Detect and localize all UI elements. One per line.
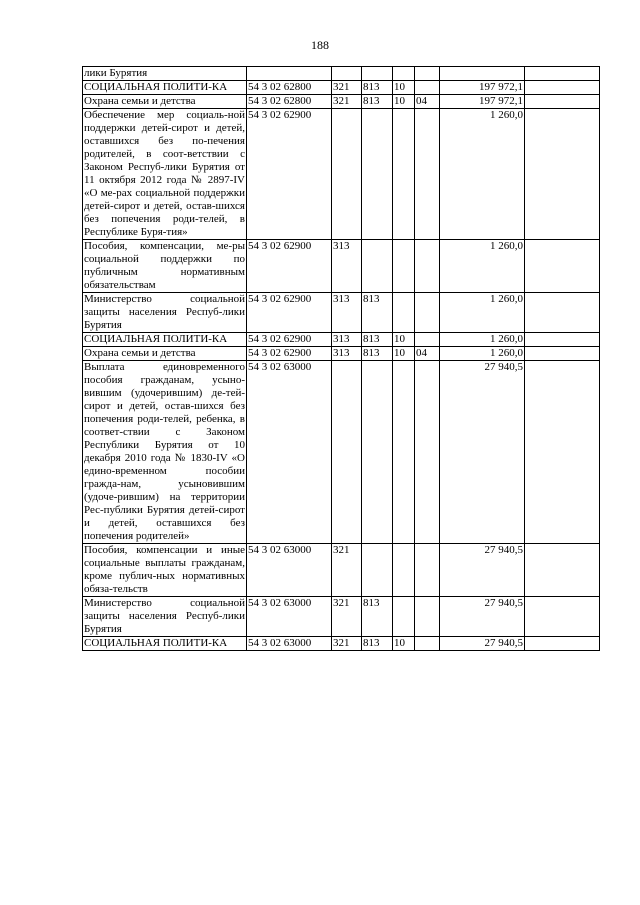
extra-cell <box>525 361 600 544</box>
grbs-cell: 813 <box>362 637 393 651</box>
extra-cell <box>525 109 600 240</box>
section-cell: 10 <box>393 347 415 361</box>
expense-type-cell: 321 <box>332 637 362 651</box>
target-code-cell: 54 3 02 63000 <box>247 544 332 597</box>
expense-type-cell: 321 <box>332 81 362 95</box>
extra-cell <box>525 95 600 109</box>
extra-cell <box>525 240 600 293</box>
subsection-cell <box>415 597 440 637</box>
target-code-cell: 54 3 02 62800 <box>247 81 332 95</box>
target-code-cell: 54 3 02 62800 <box>247 95 332 109</box>
table-row <box>83 109 600 240</box>
amount-cell: 27 940,5 <box>440 544 525 597</box>
subsection-cell <box>415 637 440 651</box>
section-cell: 10 <box>393 81 415 95</box>
grbs-cell <box>362 67 393 81</box>
extra-cell <box>525 333 600 347</box>
table-row <box>83 544 600 597</box>
row-name-cell: СОЦИАЛЬНАЯ ПОЛИТИ-КА <box>83 333 247 347</box>
subsection-cell <box>415 109 440 240</box>
amount-cell: 197 972,1 <box>440 95 525 109</box>
subsection-cell <box>415 361 440 544</box>
expense-type-cell: 321 <box>332 597 362 637</box>
row-name-cell: СОЦИАЛЬНАЯ ПОЛИТИ-КА <box>83 81 247 95</box>
grbs-cell <box>362 544 393 597</box>
expense-type-cell: 313 <box>332 333 362 347</box>
amount-cell: 1 260,0 <box>440 293 525 333</box>
amount-cell: 197 972,1 <box>440 81 525 95</box>
section-cell: 10 <box>393 637 415 651</box>
section-cell: 10 <box>393 333 415 347</box>
table-row <box>83 597 600 637</box>
table-row <box>83 293 600 333</box>
expense-type-cell <box>332 67 362 81</box>
extra-cell <box>525 637 600 651</box>
amount-cell <box>440 67 525 81</box>
section-cell: 10 <box>393 95 415 109</box>
row-name-cell: Пособия, компенсации и иные социальные выплаты гражданам, кроме публич-ных нормативных обяза-тельств <box>84 544 245 595</box>
row-name-cell: Министерство социальной защиты населения Респуб-лики Бурятия <box>84 293 245 331</box>
table-row <box>83 81 600 95</box>
section-cell <box>393 361 415 544</box>
grbs-cell: 813 <box>362 333 393 347</box>
subsection-cell <box>415 544 440 597</box>
extra-cell <box>525 293 600 333</box>
target-code-cell <box>247 67 332 81</box>
table-row <box>83 637 600 651</box>
table-row <box>83 333 600 347</box>
target-code-cell: 54 3 02 62900 <box>247 109 332 240</box>
expense-type-cell: 313 <box>332 293 362 333</box>
grbs-cell <box>362 240 393 293</box>
amount-cell: 1 260,0 <box>440 109 525 240</box>
target-code-cell: 54 3 02 62900 <box>247 293 332 333</box>
section-cell <box>393 109 415 240</box>
target-code-cell: 54 3 02 63000 <box>247 361 332 544</box>
row-name-cell: Выплата единовременного пособия гражданам, усыно-вившим (удочерившим) де-тей-сирот и детей, остав-шихся без попечения роди-телей, ребенка, в соответ-ствии с Законом Республики Бурятия от 10 декабря 2010 года № 1830-IV «О едино-временном пособии гражда-нам, усыновившим (удоче-рившим) на территории Рес-публики Бурятия детей-сирот и детей, оставшихся без попечения родителей» <box>84 361 245 542</box>
expense-type-cell <box>332 109 362 240</box>
grbs-cell: 813 <box>362 597 393 637</box>
table-row <box>83 347 600 361</box>
row-name-cell: Охрана семьи и детства <box>83 95 247 109</box>
extra-cell <box>525 81 600 95</box>
grbs-cell <box>362 361 393 544</box>
extra-cell <box>525 347 600 361</box>
row-name-cell: Министерство социальной защиты населения Респуб-лики Бурятия <box>84 597 245 635</box>
grbs-cell: 813 <box>362 95 393 109</box>
amount-cell: 27 940,5 <box>440 361 525 544</box>
table-row <box>83 95 600 109</box>
table-row <box>83 240 600 293</box>
grbs-cell: 813 <box>362 347 393 361</box>
target-code-cell: 54 3 02 63000 <box>247 597 332 637</box>
subsection-cell <box>415 333 440 347</box>
section-cell <box>393 293 415 333</box>
table-row <box>83 361 600 544</box>
row-name-cell: Пособия, компенсации, ме-ры социальной поддержки по публичным нормативным обязательствам <box>84 240 245 291</box>
subsection-cell <box>415 67 440 81</box>
extra-cell <box>525 597 600 637</box>
extra-cell <box>525 544 600 597</box>
page-number: 188 <box>311 38 329 52</box>
expense-type-cell: 321 <box>332 95 362 109</box>
subsection-cell <box>415 293 440 333</box>
row-name-cell: Обеспечение мер социаль-ной поддержки детей-сирот и детей, оставшихся без по-печения родителей, в соот-ветствии с Законом Респуб-лики Бурятия от 11 октября 2012 года № 2897-IV «О ме-рах социальной поддержки детей-сирот и детей, остав-шихся без попечения роди-телей, в Республике Буря-тия» <box>84 109 245 238</box>
amount-cell: 27 940,5 <box>440 597 525 637</box>
section-cell <box>393 544 415 597</box>
grbs-cell: 813 <box>362 293 393 333</box>
extra-cell <box>525 67 600 81</box>
section-cell <box>393 67 415 81</box>
target-code-cell: 54 3 02 63000 <box>247 637 332 651</box>
subsection-cell: 04 <box>415 95 440 109</box>
budget-table <box>82 66 600 651</box>
expense-type-cell: 313 <box>332 240 362 293</box>
row-name-cell: Охрана семьи и детства <box>83 347 247 361</box>
expense-type-cell: 321 <box>332 544 362 597</box>
target-code-cell: 54 3 02 62900 <box>247 347 332 361</box>
amount-cell: 27 940,5 <box>440 637 525 651</box>
grbs-cell <box>362 109 393 240</box>
subsection-cell: 04 <box>415 347 440 361</box>
grbs-cell: 813 <box>362 81 393 95</box>
target-code-cell: 54 3 02 62900 <box>247 333 332 347</box>
subsection-cell <box>415 81 440 95</box>
table-body <box>83 67 600 651</box>
amount-cell: 1 260,0 <box>440 333 525 347</box>
section-cell <box>393 597 415 637</box>
subsection-cell <box>415 240 440 293</box>
row-name-cell: лики Бурятия <box>83 67 247 81</box>
row-name-cell: СОЦИАЛЬНАЯ ПОЛИТИ-КА <box>83 637 247 651</box>
amount-cell: 1 260,0 <box>440 347 525 361</box>
amount-cell: 1 260,0 <box>440 240 525 293</box>
table-row <box>83 67 600 81</box>
target-code-cell: 54 3 02 62900 <box>247 240 332 293</box>
expense-type-cell <box>332 361 362 544</box>
expense-type-cell: 313 <box>332 347 362 361</box>
section-cell <box>393 240 415 293</box>
